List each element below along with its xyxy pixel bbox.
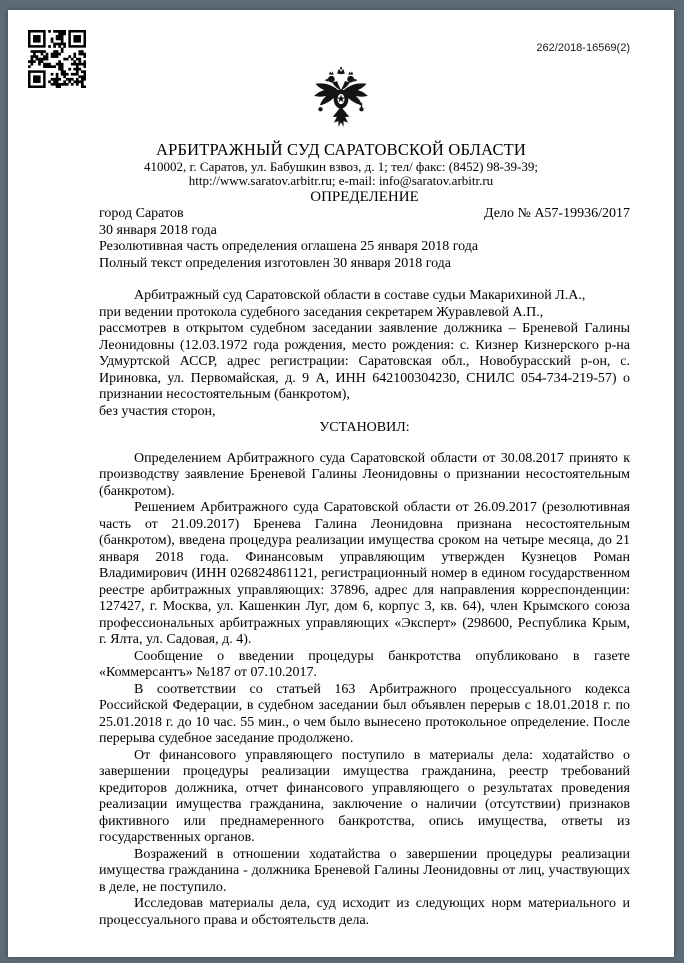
- body-paragraph: В соответствии со статьей 163 Арбитражного процессуального кодекса Российской Федерации, в судебном заседании был объявлен перерыв с 18.01.2018 г. по 25.01.2018 г. до 10 час. 55 мин., о чем было вынесено протокольное определение. После перерыва судебное заседание продолжено.: [99, 681, 630, 746]
- intro-paragraph: при ведении протокола судебного заседания секретарем Журавлевой А.П.,: [99, 304, 544, 320]
- court-header: [8, 140, 674, 187]
- body-section: [99, 451, 630, 930]
- spacer: [99, 437, 630, 451]
- court-name: АРБИТРАЖНЫЙ СУД САРАТОВСКОЙ ОБЛАСТИ: [155, 140, 527, 159]
- qr-code-icon: [28, 30, 86, 88]
- body-paragraph: Решением Арбитражного суда Саратовской области от 26.09.2017 (резолютивная часть от 21.09.2017) Бренева Галина Леонидовна признана несостоятельным (банкротом), введена процедура реализации имущества сроком на четыре месяца, до 21 января 2018 года. Финансовым управляющим утвержден Кузнецов Роман Владимирович (ИНН 026824861121, регистрационный номер в едином государственном реестре арбитражных управляющих: 37896, адрес для направления корреспонденции: 127427, г. Москва, ул. Кашенкин Луг, дом 6, корпус 3, кв. 64), член Крымского союза профессиональных арбитражных управляющих «Эксперт» (298600, Республика Крым, г. Ялта, ул. Садовая, д. 4).: [99, 500, 630, 647]
- emblem-container: [8, 10, 674, 134]
- intro-section: [99, 288, 630, 420]
- body-paragraph: Сообщение о введении процедуры банкротства опубликовано в газете «Коммерсантъ» №187 от 07.10.2017.: [99, 648, 630, 680]
- resolutive-line: Резолютивная часть определения оглашена 25 января 2018 года: [99, 239, 479, 254]
- date-line: 30 января 2018 года: [99, 222, 217, 238]
- document-content: [99, 189, 630, 929]
- case-number: Дело № А57-19936/2017: [484, 206, 630, 221]
- doc-number: 262/2018-16569(2): [536, 42, 630, 54]
- document-page: [8, 10, 674, 957]
- ustanovil-heading: УСТАНОВИЛ:: [319, 420, 410, 435]
- russian-coat-of-arms-icon: [309, 64, 373, 134]
- intro-paragraph: рассмотрев в открытом судебном заседании заявление должника – Бреневой Галины Леонидовны (12.03.1972 года рождения, место рождения: с. Кизнер Кизнерского р-на Удмуртской АССР, адрес регистрации: Саратовская обл., Новобурасский р-он, с. Ириновка, ул. Первомайская, д. 9 А, ИНН 642100304230, СНИЛС 054-734-219-57) о признании несостоятельным (банкротом),: [99, 321, 630, 402]
- meta-row: [99, 206, 630, 223]
- court-address-line1: 410002, г. Саратов, ул. Бабушкин взвоз, д. 1; тел/ факс: (8452) 98-39-39;: [144, 159, 538, 174]
- body-paragraph: Возражений в отношении ходатайства о завершении процедуры реализации имущества гражданина - должника Бреневой Галины Леонидовны от лиц, участвующих в деле, не поступило.: [99, 846, 630, 895]
- intro-paragraph: Арбитражный суд Саратовской области в составе судьи Макарихиной Л.А.,: [134, 288, 586, 303]
- body-paragraph: Определением Арбитражного суда Саратовской области от 30.08.2017 принято к производству заявление Бреневой Галины Леонидовны о признании несостоятельным (банкротом).: [99, 450, 630, 499]
- intro-paragraph: без участия сторон,: [99, 403, 216, 419]
- body-paragraph: Исследовав материалы дела, суд исходит из следующих норм материального и процессуального права и обстоятельств дела.: [99, 896, 630, 928]
- doc-type-title: ОПРЕДЕЛЕНИЕ: [310, 189, 419, 205]
- court-address-line2: http://www.saratov.arbitr.ru; e-mail: info@saratov.arbitr.ru: [188, 172, 494, 188]
- full-text-line: Полный текст определения изготовлен 30 января 2018 года: [99, 255, 452, 271]
- body-paragraph: От финансового управляющего поступило в материалы дела: ходатайство о завершении процедуры реализации имущества гражданина, реестр требований кредиторов должника, отчет финансового управляющего о результатах проведения реализации имущества гражданина, заключение о наличии (отсутствии) признаков фиктивного или преднамеренного банкротства, опись имущества, ответы из государственных органов.: [99, 747, 630, 845]
- spacer: [99, 272, 630, 288]
- city-label: город Саратов: [99, 206, 184, 221]
